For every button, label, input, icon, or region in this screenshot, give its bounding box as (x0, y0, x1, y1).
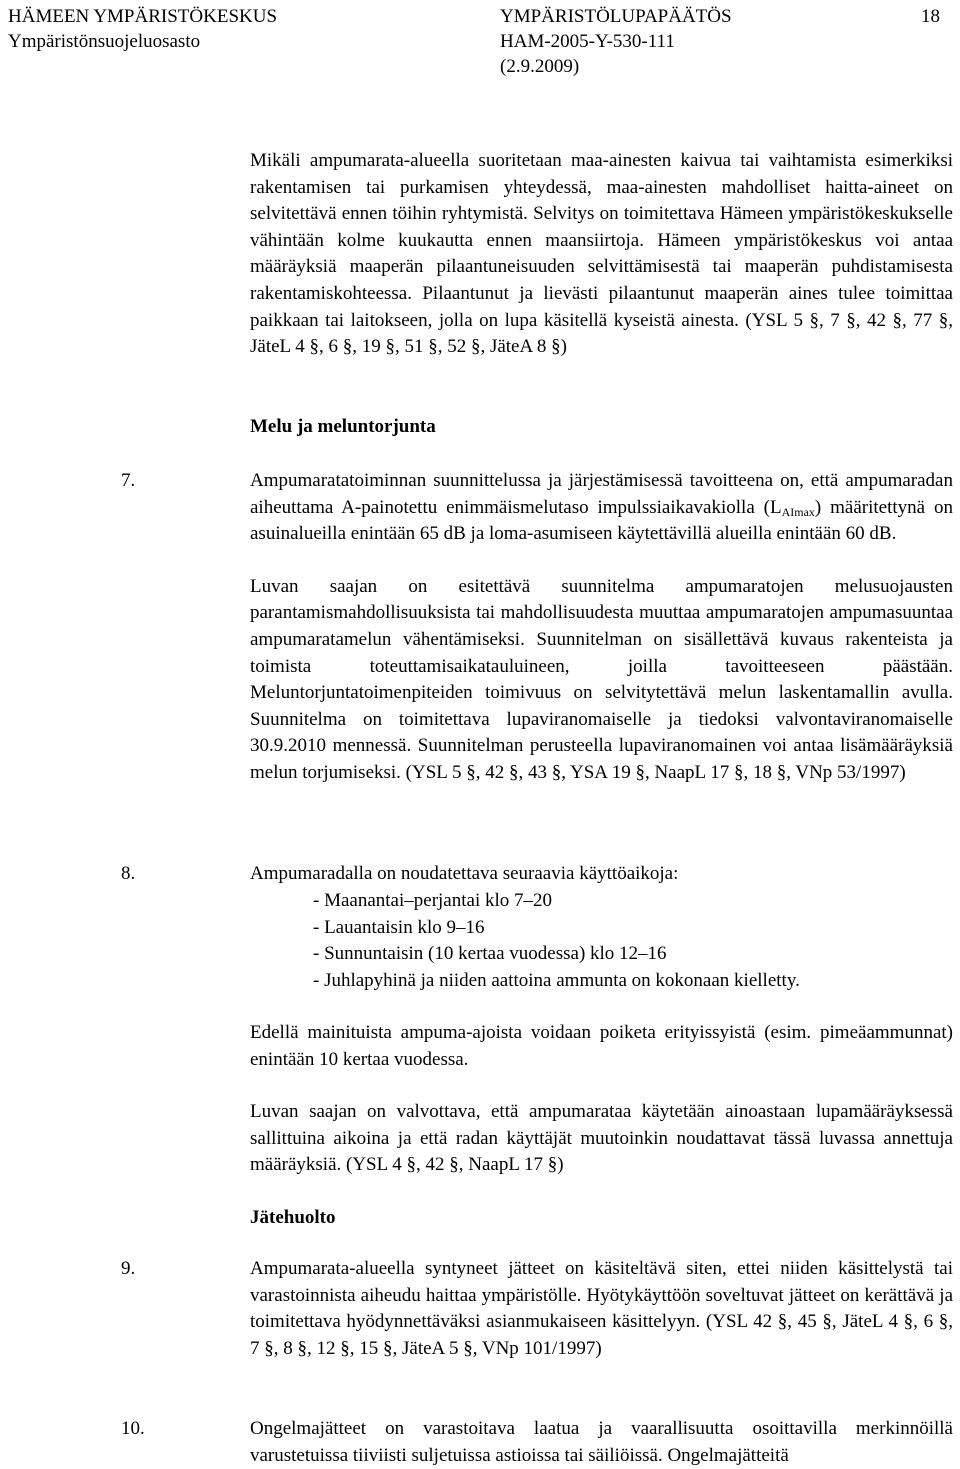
list-item: - Lauantaisin klo 9–16 (313, 916, 485, 938)
item-10-block (250, 1416, 953, 1469)
intro-paragraph: Mikäli ampumarata-alueella suoritetaan maa-ainesten kaivua tai vaihtamista esimerkiksi rakentamisen tai purkamisen yhteydessä, maa-ainesten mahdolliset haitta-aineet on selvitettävä ennen töihin ryhtymistä. Selvitys on toimitettava Hämeen ympäristökeskukselle vähintään kolme kuukautta ennen maansiirtoja. Hämeen ympäristökeskus voi antaa määräyksiä maaperän pilaantuneisuuden selvittämisestä tai maaperän puhdistamisesta rakentamiskohteessa. Pilaantunut ja lievästi pilaantunut maaperän aines tulee toimittaa paikkaan tai laitokseen, jolla on lupa käsitellä kyseistä ainesta. (YSL 5 §, 7 §, 42 §, 77 §, JäteL 4 §, 6 §, 19 §, 51 §, 52 §, JäteA 8 §) (250, 150, 953, 358)
item-7-paragraph-1 (250, 468, 953, 548)
header-doc-id: HAM-2005-Y-530-111 (500, 31, 675, 52)
item-7-block (250, 468, 953, 787)
section-heading-waste: Jätehuolto (250, 1207, 336, 1228)
item-8-paragraph-3-block (250, 1099, 953, 1179)
item-10-paragraph: Ongelmajätteet on varastoitava laatua ja vaarallisuutta osoittavilla merkinnöillä varustetuissa tiiviisti suljetuissa astioissa tai säiliöissä. Ongelmajätteitä (250, 1418, 953, 1466)
item-8-intro (250, 861, 953, 888)
list-item: - Sunnuntaisin (10 kertaa vuodessa) klo 12–16 (313, 943, 667, 965)
item-8-paragraph-2-block (250, 1020, 953, 1073)
item-9-block (250, 1256, 953, 1362)
header-doc-date: (2.9.2009) (500, 56, 580, 77)
item-number-7: 7. (121, 470, 136, 491)
page-header (0, 0, 960, 80)
header-org-name: HÄMEEN YMPÄRISTÖKESKUS (8, 6, 278, 27)
item-8-intro-text: Ampumaradalla on noudatettava seuraavia käyttöaikoja: (250, 863, 679, 884)
header-organization (8, 4, 277, 54)
item-9-paragraph: Ampumarata-alueella syntyneet jätteet on käsiteltävä siten, ettei niiden käsittelystä tai varastoinnista aiheudu haittaa ympäristölle. Hyötykäyttöön soveltuvat jätteet on kerättävä ja toimitettava hyödynnettäväksi asianmukaiseen käsittelyyn. (YSL 42 §, 45 §, JäteL 4 §, 6 §, 7 §, 8 §, 12 §, 15 §, JäteA 5 §, VNp 101/1997) (250, 1258, 953, 1359)
item-number-9: 9. (121, 1258, 136, 1279)
list-item: - Maanantai–perjantai klo 7–20 (313, 890, 553, 911)
item-7-paragraph-2: Luvan saajan on esitettävä suunnitelma ampumaratojen melusuojausten parantamismahdollisuuksista tai mahdollisuudesta muuttaa ampumaratojen ampumasuuntaa ampumaratamelun vähentämiseksi. Suunnitelman on sisällettävä kuvaus rakenteista ja toimista toteuttamisaikatauluineen, joilla tavoitteeseen päästään. Meluntorjuntatoimenpiteiden toimivuus on selvitytettävä melun laskentamallin avulla. Suunnitelma on toimitettava lupaviranomaiselle ja tiedoksi valvontaviranomaiselle 30.9.2010 mennessä. Suunnitelman perusteella lupaviranomainen voi antaa lisämääräyksiä melun torjumiseksi. (YSL 5 §, 42 §, 43 §, YSA 19 §, NaapL 17 §, 18 §, VNp 53/1997) (250, 575, 953, 783)
item-8-paragraph-2: Edellä mainituista ampuma-ajoista voidaan poiketa erityissyistä (esim. pimeäammunnat) enintään 10 kertaa vuodessa. (250, 1022, 953, 1070)
intro-paragraph-block (250, 148, 953, 361)
header-doc-type: YMPÄRISTÖLUPAPÄÄTÖS (500, 6, 732, 27)
section-heading-noise: Melu ja meluntorjunta (250, 416, 436, 437)
item-number-8: 8. (121, 863, 136, 884)
header-document-info (500, 4, 732, 79)
item-number-10: 10. (121, 1418, 145, 1439)
item-7-text-a: Ampumaratatoiminnan suunnittelussa ja järjestämisessä tavoitteena on, että ampumaradan aiheuttama A-painotettu enimmäismelutaso impulssiaikavakiolla (L (250, 470, 953, 518)
item-7-subscript: AImax (781, 504, 815, 519)
item-7-text-b: ) määritettynä on asuinalueilla enintään 65 dB ja loma-asumiseen käytettävillä alueilla enintään 60 dB. (250, 496, 953, 545)
header-department: Ympäristönsuojeluosasto (8, 31, 201, 52)
operating-hours-list (313, 888, 800, 994)
item-8-paragraph-3: Luvan saajan on valvottava, että ampumarataa käytetään ainoastaan lupamääräyksessä sallittuina aikoina ja että radan käyttäjät muutoinkin noudattavat tässä luvassa annettuja määräyksiä. (YSL 4 §, 42 §, NaapL 17 §) (250, 1101, 953, 1176)
list-item: - Juhlapyhinä ja niiden aattoina ammunta on kokonaan kielletty. (313, 969, 800, 991)
page-number: 18 (921, 6, 940, 27)
